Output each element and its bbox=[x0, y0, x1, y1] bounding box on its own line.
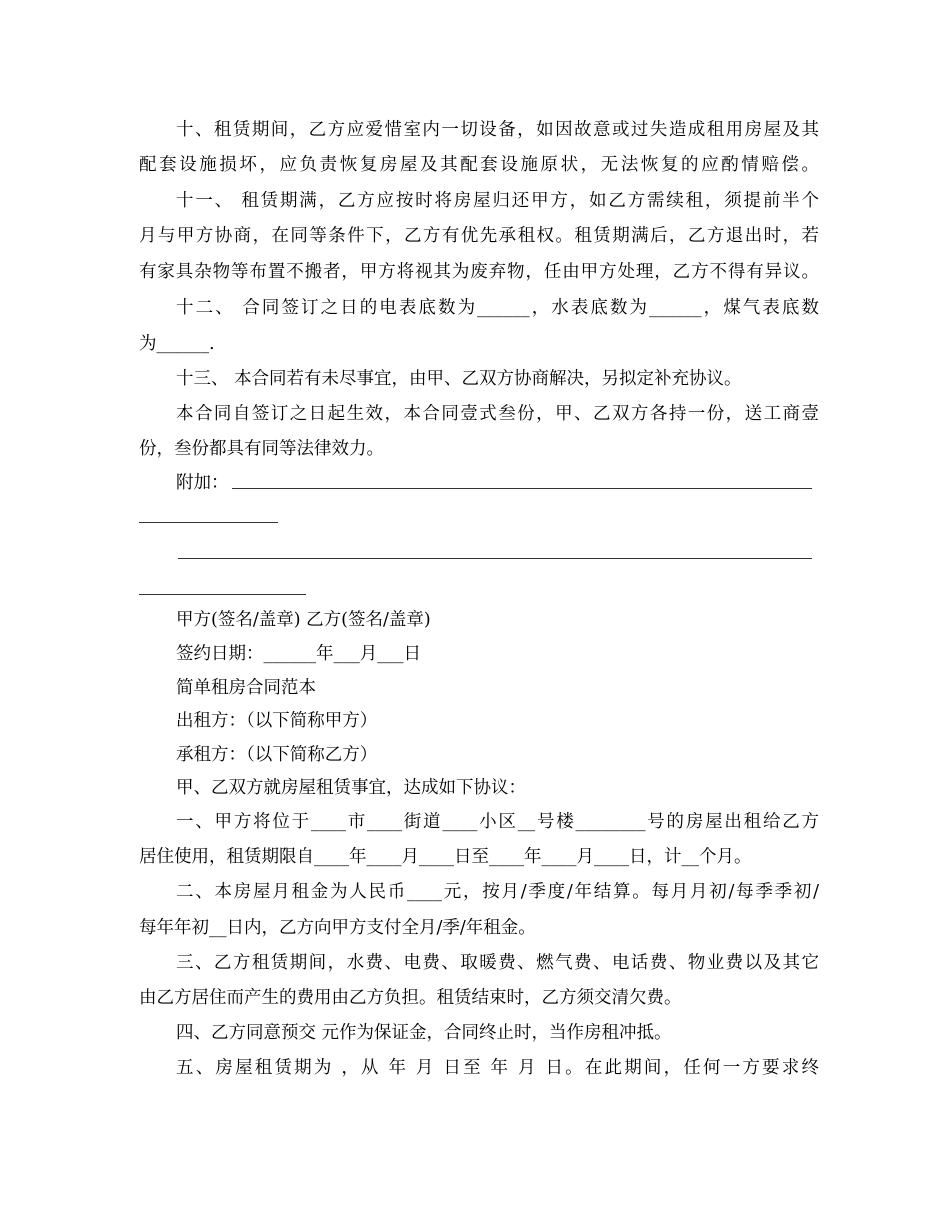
clause-10-line-2: 配套设施损坏，应负责恢复房屋及其配套设施原状，无法恢复的应酌情赔偿。 bbox=[139, 155, 819, 175]
addendum-label: 附加： bbox=[176, 473, 229, 493]
clause-3-line-2: 由乙方居住而产生的费用由乙方负担。租赁结束时，乙方须交清欠费。 bbox=[139, 988, 682, 1008]
clause-11-line-3: 有家具杂物等布置不搬者，甲方将视其为废弃物，任由甲方处理，乙方不得有异议。 bbox=[139, 262, 819, 282]
clause-2-line-2: 每年年初__日内，乙方向甲方支付全月/季/年租金。 bbox=[139, 918, 536, 938]
contract-title: 简单租房合同范本 bbox=[176, 678, 316, 698]
effect-clause-line-1: 本合同自签订之日起生效，本合同壹式叁份，甲、乙双方各持一份，送工商壹 bbox=[176, 404, 819, 424]
clause-2-line-1: 二、本房屋月租金为人民币____元，按月/季度/年结算。每月月初/每季季初/ bbox=[176, 882, 819, 902]
addendum-blank-line-1a bbox=[232, 488, 812, 489]
clause-5-line-1: 五、房屋租赁期为 ，从 年 月 日至 年 月 日。在此期间，任何一方要求终 bbox=[176, 1058, 819, 1078]
lessee-line: 承租方：（以下简称乙方） bbox=[176, 745, 378, 765]
addendum-blank-line-2a bbox=[178, 558, 812, 559]
clause-4: 四、乙方同意预交 元作为保证金，合同终止时，当作房租冲抵。 bbox=[176, 1023, 672, 1043]
clause-11-line-1: 十一、 租赁期满，乙方应按时将房屋归还甲方，如乙方需续租，须提前半个 bbox=[176, 191, 819, 211]
lessor-line: 出租方：（以下简称甲方） bbox=[176, 711, 378, 731]
signing-date: 签约日期：______年___月___日 bbox=[176, 644, 421, 664]
clause-1-line-2: 居住使用，租赁期限自____年____月____日至____年____月____日，计__个月。 bbox=[139, 847, 752, 867]
signature-parties: 甲方(签名/盖章) 乙方(签名/盖章) bbox=[176, 610, 431, 630]
clause-1-line-1: 一、甲方将位于____市____街道____小区__号楼________号的房屋出租给乙方 bbox=[176, 812, 819, 832]
effect-clause-line-2: 份，叁份都具有同等法律效力。 bbox=[139, 439, 384, 459]
addendum-blank-line-1b bbox=[139, 522, 278, 523]
clause-12-line-2: 为______. bbox=[139, 334, 215, 354]
clause-12-line-1: 十二、 合同签订之日的电表底数为______，水表底数为______，煤气表底数 bbox=[176, 298, 819, 318]
clause-10-line-1: 十、租赁期间，乙方应爱惜室内一切设备，如因故意或过失造成租用房屋及其 bbox=[176, 120, 819, 140]
agreement-intro: 甲、乙双方就房屋租赁事宜，达成如下协议： bbox=[176, 778, 526, 798]
clause-13: 十三、 本合同若有未尽事宜，由甲、乙双方协商解决，另拟定补充协议。 bbox=[176, 369, 742, 389]
clause-11-line-2: 月与甲方协商，在同等条件下，乙方有优先承租权。租赁期满后，乙方退出时，若 bbox=[139, 226, 819, 246]
clause-3-line-1: 三、乙方租赁期间，水费、电费、取暖费、燃气费、电话费、物业费以及其它 bbox=[176, 953, 819, 973]
addendum-blank-line-2b bbox=[139, 594, 306, 595]
